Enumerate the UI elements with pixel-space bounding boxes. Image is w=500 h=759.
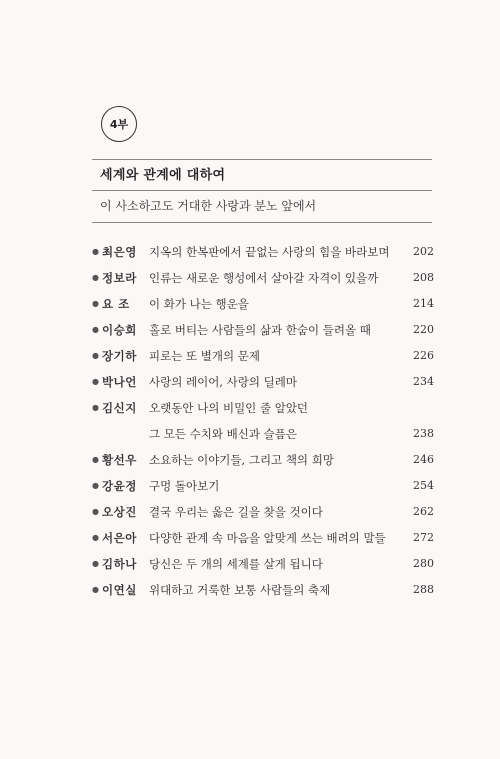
toc-entry[interactable] [92,346,434,366]
entry-author: 요 조 [102,297,130,311]
entry-page: 246 [413,453,434,466]
entry-title: 이 화가 나는 행운을 [149,297,249,311]
entry-title: 지옥의 한복판에서 끝없는 사랑의 힘을 바라보며 [149,245,390,259]
bullet-icon: ● [92,533,99,542]
bullet-icon: ● [92,559,99,568]
bullet-icon: ● [92,299,99,308]
toc-entry[interactable] [92,320,434,340]
entry-title: 인류는 새로운 행성에서 살아갈 자격이 있을까 [149,271,379,285]
bullet-icon: ● [92,377,99,386]
bullet-icon: ● [92,403,99,412]
entry-author: 김신지 [102,401,137,415]
divider-top [92,159,432,160]
bullet-icon: ● [92,507,99,516]
entry-page: 238 [413,427,434,440]
divider-bottom [92,222,432,223]
toc-entry[interactable] [92,580,434,600]
toc-entry[interactable] [92,242,434,262]
entry-author: 박나언 [102,375,137,389]
entry-title: 당신은 두 개의 세계를 살게 됩니다 [149,557,323,571]
entry-page: 214 [413,297,434,310]
entry-page: 272 [413,531,434,544]
entry-page: 226 [413,349,434,362]
entry-page: 262 [413,505,434,518]
section-subtitle: 이 사소하고도 거대한 사랑과 분노 앞에서 [100,199,317,213]
toc-entry[interactable] [92,294,434,314]
entry-page: 220 [413,323,434,336]
bullet-icon: ● [92,325,99,334]
bullet-icon: ● [92,481,99,490]
entry-page: 288 [413,583,434,596]
entry-author: 정보라 [102,271,137,285]
bullet-icon: ● [92,585,99,594]
entry-title: 위대하고 거룩한 보통 사람들의 축제 [149,583,331,597]
toc-entry[interactable] [92,502,434,522]
toc-entry[interactable] [92,450,434,470]
entry-title-continued: 그 모든 수치와 배신과 슬픔은 [149,427,297,441]
toc-entry[interactable] [92,268,434,288]
entry-title: 소요하는 이야기들, 그리고 책의 희망 [149,453,334,467]
entry-title: 구멍 돌아보기 [149,479,220,493]
entry-page: 234 [413,375,434,388]
entry-page: 280 [413,557,434,570]
entry-author: 김하나 [102,557,137,571]
toc-entry[interactable] [92,398,434,418]
entry-author: 강윤정 [102,479,137,493]
bullet-icon: ● [92,247,99,256]
part-number-badge [101,106,137,142]
entry-author: 오상진 [102,505,137,519]
entry-title: 오랫동안 나의 비밀인 줄 알았던 [149,401,309,415]
entry-page: 202 [413,245,434,258]
toc-entry[interactable] [92,372,434,392]
entry-title: 홀로 버티는 사람들의 삶과 한숨이 들려올 때 [149,323,371,337]
toc-entry[interactable] [92,528,434,548]
toc-entry-continuation[interactable] [92,424,434,444]
entry-title: 결국 우리는 옳은 길을 찾을 것이다 [149,505,323,519]
entry-page: 254 [413,479,434,492]
bullet-icon: ● [92,273,99,282]
toc-entry[interactable] [92,554,434,574]
entry-page: 208 [413,271,434,284]
entry-title: 다양한 관계 속 마음을 알맞게 쓰는 배려의 말들 [149,531,386,545]
toc-entry[interactable] [92,476,434,496]
bullet-icon: ● [92,351,99,360]
entry-title: 피로는 또 별개의 문제 [149,349,260,363]
divider-middle [92,190,432,191]
entry-author: 최은영 [102,245,137,259]
entry-author: 황선우 [102,453,137,467]
entry-author: 이승희 [102,323,137,337]
entry-author: 이연실 [102,583,137,597]
section-title: 세계와 관계에 대하여 [100,168,226,183]
part-label: 4부 [109,118,129,131]
entry-author: 장기하 [102,349,137,363]
bullet-icon: ● [92,455,99,464]
entry-author: 서은아 [102,531,137,545]
entry-title: 사랑의 레이어, 사랑의 딜레마 [149,375,297,389]
